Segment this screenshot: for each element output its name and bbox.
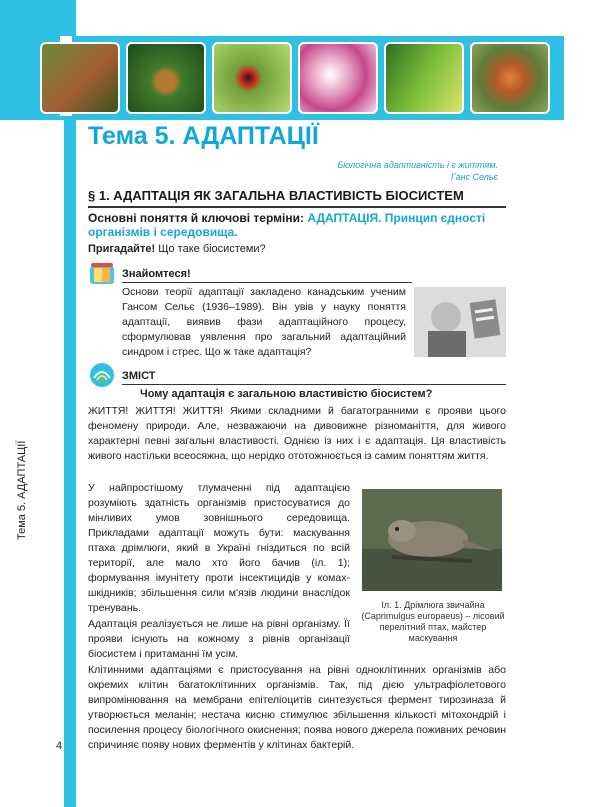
recall-label: Пригадайте! [88,243,156,255]
content-divider [122,384,506,385]
section-heading: § 1. АДАПТАЦІЯ ЯК ЗАГАЛЬНА ВЛАСТИВІСТЬ БІОСИСТЕМ [88,188,464,203]
photo-bee [212,42,292,114]
content-question: Чому адаптація є загальною властивістю біосистем? [140,388,433,400]
sidebar-strip [64,0,76,807]
paragraph-4: Клітинними адаптаціями є пристосування на рівні одноклітинних організмів або окремих клітин багатоклітинних організмів. Так, під дією ультрафіолетового випромінювання на мембрани епітеліоцитів синтезується фермент тирозиназа й утворюється меланін; нестача кисню стимулює збільшення кількості мітохондрій і посилення процесу біологічного окиснення; поява нового джерела поживних речовин спричиняє появу нових ферментів у клітинах бактерій. [88,664,506,751]
photo-frilled-lizard [470,42,550,114]
photo-fungus [298,42,378,114]
content-icon [88,362,116,388]
photo-pine-cone [126,42,206,114]
topic-title: Тема 5. АДАПТАЦІЇ [88,122,319,150]
figure-caption: Іл. 1. Дрімлюга звичайна (Caprimulgus europaeus) – лісовий перелітний птах, майстер маскування [361,600,505,643]
recall-block [88,243,266,255]
epigraph-quote: Біологічна адаптивність і є життям. [337,160,498,170]
know-label: Знайомтеся! [122,268,191,280]
key-concepts-label: Основні поняття й ключові терміни: [88,211,304,225]
side-topic-label: Тема 5. АДАПТАЦІЇ [16,440,28,540]
epigraph-author: Ганс Сельє [450,172,498,182]
recall-question: Що таке біосистеми? [158,243,266,255]
key-concepts-terms: АДАПТАЦІЯ. Принцип єдності організмів і середовища. [88,211,486,239]
page-sidebar [0,0,76,807]
portrait-hans-selye [414,287,506,357]
photo-strip [40,42,550,114]
epigraph [337,159,498,183]
content-label: ЗМІСТ [122,370,156,382]
photo-lizard [40,42,120,114]
know-text: Основи теорії адаптації закладено канадським ученим Гансом Сельє (1936–1989). Він увів у науку поняття адаптації, виявив фази адаптаційного процесу, сформулював уявлення про загальний адаптаційний синдром і стрес. Що ж таке адаптація? [122,286,406,358]
know-divider [122,282,412,283]
paragraph-2: У найпростішому тлумаченні під адаптацією розуміють здатність організмів пристосуватися до мінливих умов зовнішнього середовища. Прикладами адаптації можуть бути: маскування птаха дрімлюги, який в Україні гніздиться по всій території, але мало хто його бачив (іл. 1); формування імунітету проти інсектицидів у комах-шкідників; збільшення сили м'язів людини внаслідок тренувань. [88,482,350,614]
nightjar-illustration [362,489,502,591]
paragraph-1: ЖИТТЯ! ЖИТТЯ! ЖИТТЯ! Якими складними й багатогранними є прояви цього феномену природи. Але, незважаючи на дивовижне різноманіття, для живого характерні певні загальні властивості. Однією із них і є адаптація. Ця властивість живого настільки всеосяжна, що нерідко ототожнюється із самим поняттям життя. [88,405,506,462]
book-icon [88,262,116,286]
page-number: 4 [56,740,63,752]
paragraph-3: Адаптація реалізується не лише на рівні організму. Її прояви існують на кожному з рівнів організації біосистем і притаманні їм усім. [88,618,350,660]
photo-caterpillar [384,42,464,114]
key-concepts [88,211,508,239]
section-divider [88,206,506,208]
